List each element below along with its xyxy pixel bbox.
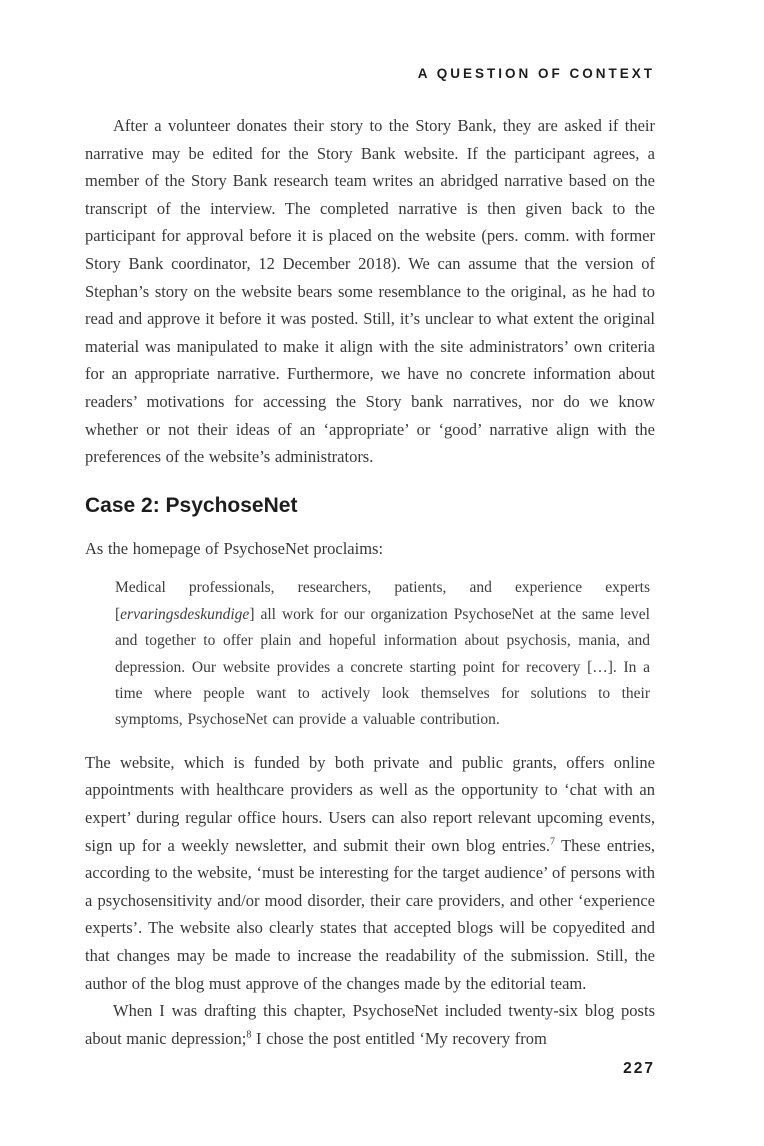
- paragraph-drafting: [85, 997, 655, 1052]
- paragraph-website-text-2: These entries, according to the website, ‘must be interesting for the target audience’ of persons with a psychosensitivity and/or mood disorder, their care providers, and other ‘experience experts’. The website also clearly states that accepted blogs will be copyedited and that changes may be made to increase the readability of the submission. Still, the author of the blog must approve of the changes made by the editorial team.: [85, 835, 655, 993]
- quote-text-start: Medical professionals, researchers, patients, and experience experts [: [115, 579, 650, 623]
- quote-italic-term: ervaringsdeskundige: [120, 605, 250, 623]
- page-number: 227: [623, 1060, 655, 1077]
- running-header: A QUESTION OF CONTEXT: [417, 66, 655, 81]
- paragraph-drafting-text-2: I chose the post entitled ‘My recovery from: [251, 1028, 547, 1048]
- paragraph-website: [85, 749, 655, 997]
- footnote-ref-8: 8: [246, 1029, 252, 1041]
- paragraph-story-bank: After a volunteer donates their story to the Story Bank, they are asked if their narrative may be edited for the Story Bank website. If the participant agrees, a member of the Story Bank research team writes an abridged narrative based on the transcript of the interview. The completed narrative is then given back to the participant for approval before it is placed on the website (pers. comm. with former Story Bank coordinator, 12 December 2018). We can assume that the version of Stephan’s story on the website bears some resemblance to the original, as he had to read and approve it before it was posted. Still, it’s unclear to what extent the original material was manipulated to make it align with the site administrators’ own criteria for an appropriate narrative. Furthermore, we have no concrete information about readers’ motivations for accessing the Story bank narratives, nor do we know whether or not their ideas of an ‘appropriate’ or ‘good’ narrative align with the preferences of the website’s administrators.: [85, 116, 655, 467]
- footnote-ref-7: 7: [549, 836, 555, 848]
- block-quote-psychosenet: [115, 575, 650, 733]
- text-column: [85, 66, 655, 1052]
- section-heading-case-2: Case 2: PsychoseNet: [85, 493, 298, 517]
- quote-text-end: ] all work for our organization PsychoseNet at the same level and together to offer plain and hopeful information about psychosis, mania, and depression. Our website provides a concrete starting point for recovery […]. In a time where people want to actively look themselves for solutions to their symptoms, PsychoseNet can provide a valuable contribution.: [115, 605, 650, 729]
- paragraph-website-text-1: The website, which is funded by both private and public grants, offers online appointments with healthcare providers as well as the opportunity to ‘chat with an expert’ during regular office hours. Users can also report relevant upcoming events, sign up for a weekly newsletter, and submit their own blog entries.: [85, 752, 655, 855]
- quote-intro: As the homepage of PsychoseNet proclaims:: [85, 538, 384, 558]
- paragraph-drafting-text-1: When I was drafting this chapter, PsychoseNet included twenty-six blog posts about manic depression;: [85, 1001, 655, 1048]
